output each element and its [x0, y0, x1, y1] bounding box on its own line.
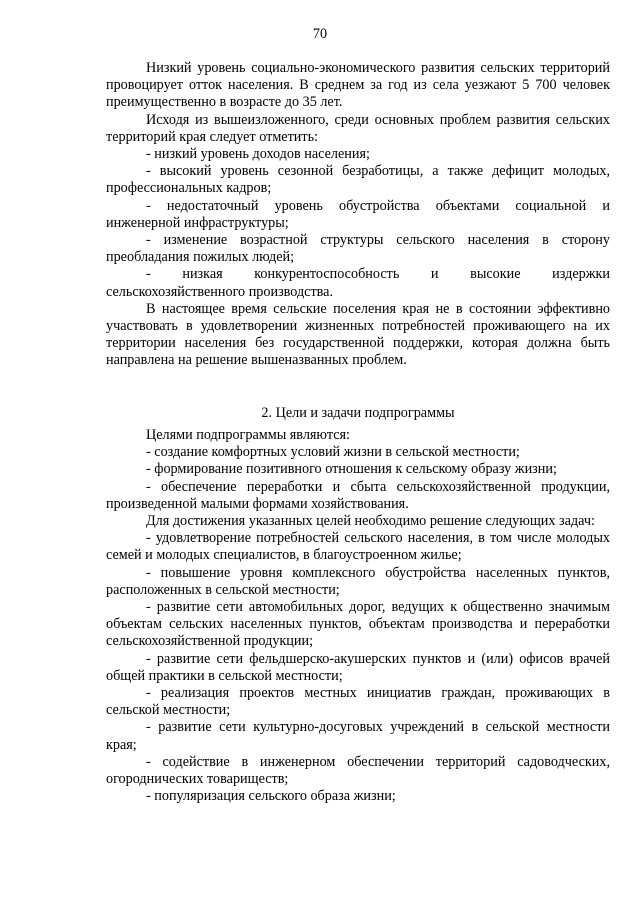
section-2-text: [106, 427, 610, 805]
list-item: - содействие в инженерном обеспечении территорий садоводческих, огороднических товариществ;: [106, 753, 610, 788]
list-item: - высокий уровень сезонной безработицы, а также дефицит молодых, профессиональных кадров;: [106, 163, 610, 197]
list-item: - создание комфортных условий жизни в сельской местности;: [146, 444, 520, 461]
list-item: - развитие сети фельдшерско-акушерских пунктов и (или) офисов врачей общей практики в сельской местности;: [106, 650, 610, 684]
section-heading: 2. Цели и задачи подпрограммы: [261, 405, 455, 421]
list-item: - недостаточный уровень обустройства объектами социальной и инженерной инфраструктуры;: [106, 197, 610, 231]
list-item: - низкий уровень доходов населения;: [146, 146, 370, 163]
paragraph: Низкий уровень социально-экономического развития сельских территорий провоцирует отток населения. В среднем за год из села уезжают 5 700 человек преимущественно в возрасте до 35 лет.: [106, 60, 610, 111]
list-item: - удовлетворение потребностей сельского населения, в том числе молодых семей и молодых специалистов, в благоустроенном жилье;: [106, 530, 610, 564]
list-item: - популяризация сельского образа жизни;: [146, 788, 396, 805]
section-1-text: [106, 60, 610, 370]
list-item: - развитие сети автомобильных дорог, ведущих к общественно значимым объектам сельских населенных пунктов, объектам производства и переработки сельскохозяйственной продукции;: [106, 599, 610, 650]
list-item: - формирование позитивного отношения к сельскому образу жизни;: [146, 461, 557, 478]
page-number: 70: [312, 26, 328, 42]
list-item: - развитие сети культурно-досуговых учреждений в сельской местности края;: [106, 719, 610, 753]
paragraph: В настоящее время сельские поселения края не в состоянии эффективно участвовать в удовлетворении жизненных потребностей проживающего на их территории населения без государственной поддержки, которая должна быть направлена на решение вышеназванных проблем.: [106, 300, 610, 369]
paragraph: Исходя из вышеизложенного, среди основных проблем развития сельских территорий края следует отметить:: [106, 111, 610, 145]
list-item: - повышение уровня комплексного обустройства населенных пунктов, расположенных в сельской местности;: [106, 564, 610, 598]
list-item: - низкая конкурентоспособность и высокие издержки сельскохозяйственного производства.: [106, 266, 610, 300]
paragraph: Для достижения указанных целей необходимо решение следующих задач:: [146, 513, 595, 530]
list-item: - реализация проектов местных инициатив граждан, проживающих в сельской местности;: [106, 685, 610, 719]
list-item: - изменение возрастной структуры сельского населения в сторону преобладания пожилых людей;: [106, 232, 610, 266]
list-item: - обеспечение переработки и сбыта сельскохозяйственной продукции, произведенной малыми формами хозяйствования.: [106, 478, 610, 512]
paragraph: Целями подпрограммы являются:: [146, 427, 350, 443]
